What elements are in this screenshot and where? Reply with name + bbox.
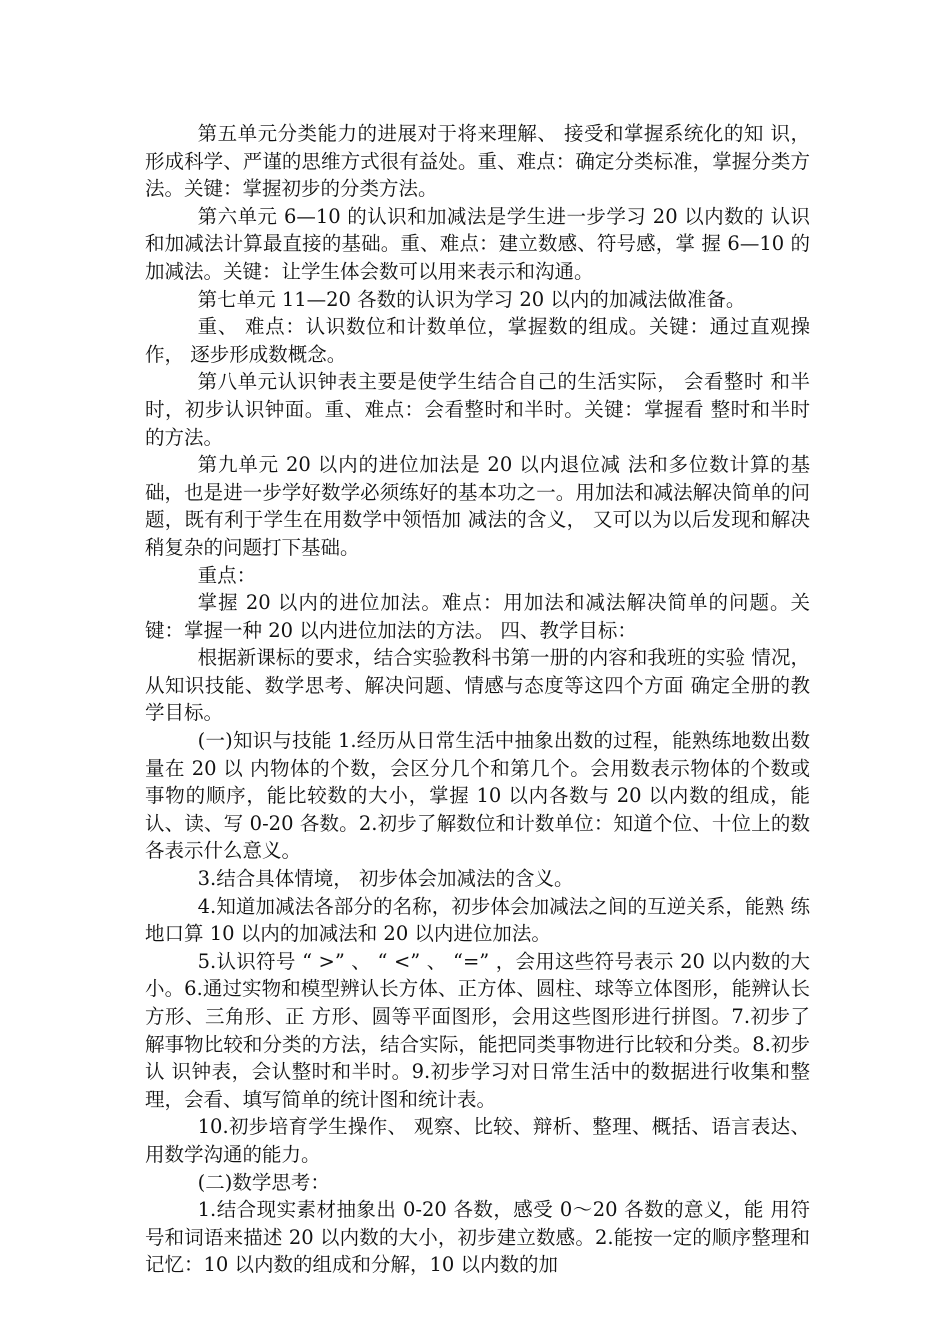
paragraph-goal-5-9: 5.认识符号 “ >” 、 “ <” 、 “=” ，会用这些符号表示 20 以内数的大小。6.通过实物和模型辨认长方体、正方体、圆柱、球等立体图形，能辨认长方形、三角形、正 方形、圆等平面图形，会用这些图形进行拼图。7.初步了解事物比较和分类的方法，结合实际，能把同类事物进行比较和分类。8.初步认 识钟表，会认整时和半时。9.初步学习对日常生活中的数据进行收集和整理，会看、填写简单的统计图和统计表。 <box>145 949 810 1111</box>
paragraph-math-thinking-content: 1.结合现实素材抽象出 0-20 各数，感受 0～20 各数的意义，能 用符号和词语来描述 20 以内数的大小，初步建立数感。2.能按一定的顺序整理和记忆：10 以内数的组成和分解，10 以内数的加 <box>145 1198 810 1277</box>
paragraph-goal-10: 10.初步培育学生操作、 观察、比较、辩析、整理、概括、语言表达、用数学沟通的能力。 <box>145 1115 810 1166</box>
paragraph-unit-7-key-points: 重、 难点：认识数位和计数单位，掌握数的组成。关键：通过直观操作， 逐步形成数概念。 <box>145 315 810 366</box>
document-body <box>145 120 810 1279</box>
paragraph-unit-9: 第九单元 20 以内的进位加法是 20 以内退位减 法和多位数计算的基础，也是进一步学好数学必须练好的基本功之一。用加法和减法解决简单的问题，既有利于学生在用数学中领悟加 减法的含义， 又可以为以后发现和解决稍复杂的问题打下基础。 <box>145 453 810 559</box>
paragraph-unit-5: 第五单元分类能力的进展对于将来理解、 接受和掌握系统化的知 识，形成科学、严谨的思维方式很有益处。重、难点：确定分类标准，掌握分类方法。关键：掌握初步的分类方法。 <box>145 122 810 201</box>
paragraph-key-point-label: 重点： <box>197 563 257 587</box>
paragraph-goal-3: 3.结合具体情境， 初步体会加减法的含义。 <box>197 867 574 891</box>
paragraph-key-point-content: 掌握 20 以内的进位加法。难点：用加法和减法解决简单的问题。关 键：掌握一种 20 以内进位加法的方法。 四、教学目标： <box>145 591 810 642</box>
paragraph-goal-4: 4.知道加减法各部分的名称，初步体会加减法之间的互逆关系，能熟 练地口算 10 以内的加减法和 20 以内进位加法。 <box>145 894 810 946</box>
paragraph-knowledge-skills: (一)知识与技能 1.经历从日常生活中抽象出数的过程，能熟练地数出数量在 20 以 内物体的个数，会区分几个和第几个。会用数表示物体的个数或事物的顺序，能比较数的大小，掌握 10 以内各数与 20 以内数的组成，能 认、读、写 0-20 各数。2.初步了解数位和计数单位：知道个位、十位上的数各表示什么意义。 <box>145 729 810 863</box>
paragraph-unit-6: 第六单元 6—10 的认识和加减法是学生进一步学习 20 以内数的 认识和加减法计算最直接的基础。重、难点：建立数感、符号感，掌 握 6—10 的加减法。关键：让学生体会数可以用来表示和沟通。 <box>145 204 810 283</box>
paragraph-unit-8: 第八单元认识钟表主要是使学生结合自己的生活实际， 会看整时 和半时，初步认识钟面。重、难点：会看整时和半时。关键：掌握看 整时和半时的方法。 <box>145 370 810 449</box>
paragraph-math-thinking-heading: (二)数学思考： <box>197 1170 330 1194</box>
paragraph-unit-7: 第七单元 11—20 各数的认识为学习 20 以内的加减法做准备。 <box>197 287 746 311</box>
paragraph-teaching-goals-intro: 根据新课标的要求，结合实验教科书第一册的内容和我班的实验 情况，从知识技能、数学思考、解决问题、情感与态度等这四个方面 确定全册的教学目标。 <box>145 646 810 725</box>
